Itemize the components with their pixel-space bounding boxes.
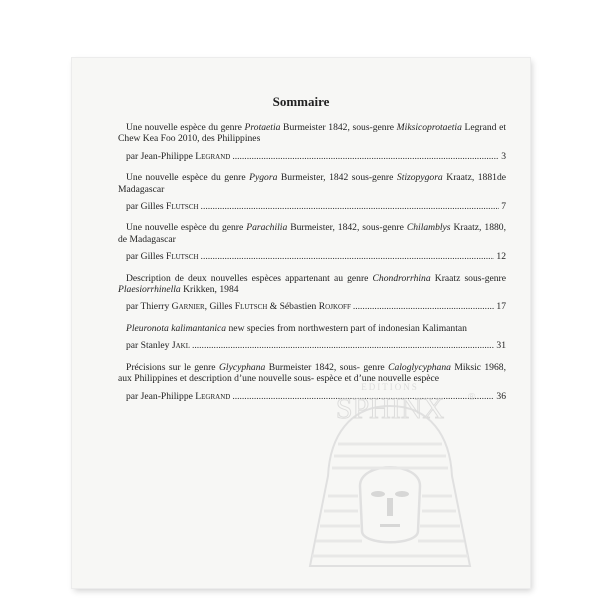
author-surname: Jakl [171, 340, 190, 352]
registered-mark: ® [468, 392, 476, 403]
title-text: Burmeister 1842, sous- genre [265, 361, 389, 373]
taxon-name: Protaetia [244, 122, 281, 133]
author-name-part: Stanley [140, 340, 172, 352]
title-text: Kraatz sous-genre [430, 272, 507, 284]
toc-author [126, 151, 230, 162]
toc-entry [118, 273, 506, 313]
toc-entry-title [118, 362, 506, 385]
dot-leader [353, 301, 495, 312]
toc-author-line [118, 201, 506, 212]
toc-author-line [118, 251, 506, 262]
taxon-name: Chondrorrhina [372, 272, 431, 284]
toc-page-number: 7 [501, 201, 506, 213]
toc-author-line [118, 391, 506, 402]
title-text: Burmeister, 1842, sous-genre [287, 222, 407, 234]
author-prefix: par [126, 150, 141, 162]
author-surname: Garnier [171, 301, 205, 313]
toc-entry [118, 172, 506, 212]
title-text: Miksic 1968, aux Philippines et description d’une nouvelle sous- espèce et d’une nouvelle espèce [118, 361, 506, 385]
taxon-name: Caloglycyphana [388, 361, 451, 373]
author-prefix: par [126, 390, 141, 402]
author-surname: Flutsch [165, 251, 199, 263]
dot-leader [232, 151, 499, 162]
taxon-name: Pygora [249, 172, 278, 184]
page-title: Sommaire [272, 94, 330, 109]
dot-leader [192, 340, 494, 351]
toc-entry-title [118, 273, 506, 296]
title-text: Description de deux nouvelles espèces appartenant au genre [126, 272, 373, 284]
author-prefix: par [126, 201, 141, 213]
taxon-name: Stizopygora [396, 172, 443, 184]
toc-author-line [118, 340, 506, 351]
taxon-name: Plaesiorrhinella [118, 284, 181, 296]
toc-entry-title [118, 172, 506, 195]
title-text: Kraatz, 1881de Madagascar [118, 172, 506, 195]
toc-entry [118, 362, 506, 402]
author-surname: Legrand [195, 390, 231, 402]
title-text: Krikken, 1984 [180, 284, 239, 296]
author-surname: Flutsch [234, 301, 268, 313]
toc-page-number: 12 [496, 251, 506, 263]
title-text: Kraatz, 1880, de Madagascar [118, 222, 506, 245]
toc-author-line [118, 151, 506, 162]
toc-entry-title [118, 222, 506, 245]
toc-author [126, 201, 199, 212]
toc-page-number: 31 [496, 340, 506, 352]
toc-author [126, 340, 190, 351]
author-surname: Flutsch [165, 201, 199, 213]
toc-page-number: 3 [501, 150, 506, 162]
toc-page-number: 17 [496, 301, 506, 313]
toc-entry [118, 323, 506, 352]
author-name-part: Thierry [140, 301, 172, 313]
toc-author [126, 301, 351, 312]
author-name-part: Jean-Philippe [140, 150, 196, 162]
title-text: Une nouvelle espèce du genre [126, 172, 250, 184]
author-name-part: Gilles [140, 251, 166, 263]
author-prefix: par [126, 251, 141, 263]
watermark-small-text: EDITIONS [361, 382, 419, 392]
title-text: Précisions sur le genre [126, 361, 219, 373]
toc-entry-title [118, 323, 506, 334]
author-surname: Legrand [195, 150, 231, 162]
toc-page-number: 36 [496, 390, 506, 402]
author-prefix: par [126, 340, 141, 352]
toc-author [126, 391, 230, 402]
toc-entry [118, 122, 506, 162]
toc-author [126, 251, 199, 262]
title-text: Burmeister 1842, sous-genre [280, 122, 397, 133]
title-text: Une nouvelle espèce du genre [126, 122, 245, 133]
document-page [72, 58, 530, 588]
taxon-name: Pleuronota kalimantanica [126, 322, 227, 334]
title-text: Legrand et Chew Kea Foo 2010, des Philippines [118, 122, 506, 145]
dot-leader [201, 251, 495, 262]
dot-leader [232, 391, 494, 402]
toc-entry-title [118, 122, 506, 145]
watermark-brand-text: SPHINX [335, 392, 445, 425]
title-text: Burmeister, 1842 sous-genre [277, 172, 397, 184]
toc-entry [118, 222, 506, 262]
title-text: Une nouvelle espèce du genre [126, 222, 247, 234]
author-name-part: , Gilles [204, 301, 235, 313]
author-name-part: Jean-Philippe [140, 390, 196, 402]
table-of-contents [118, 122, 506, 412]
author-name-part: Gilles [140, 201, 166, 213]
taxon-name: Miksicoprotaetia [396, 122, 462, 133]
toc-author-line [118, 301, 506, 312]
taxon-name: Chilamblys [406, 222, 451, 234]
author-prefix: par [126, 301, 141, 313]
title-text: new species from northwestern part of indonesian Kalimantan [226, 322, 467, 334]
author-surname: Rojkoff [318, 301, 351, 313]
dot-leader [201, 201, 500, 212]
taxon-name: Glycyphana [218, 361, 266, 373]
author-name-part: & Sébastien [267, 301, 319, 313]
taxon-name: Parachilia [246, 222, 288, 234]
